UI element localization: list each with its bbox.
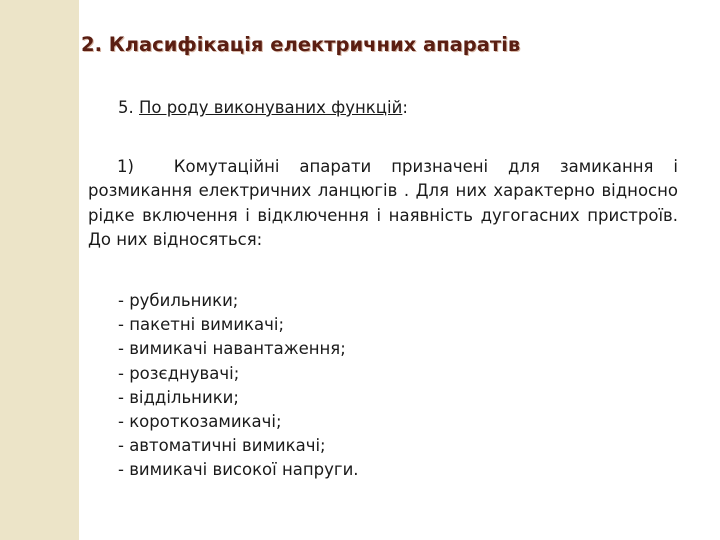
section-number: 5.	[118, 98, 134, 117]
paragraph-number: 1)	[117, 157, 134, 176]
section-heading	[118, 98, 408, 117]
device-list	[118, 289, 359, 483]
section-link[interactable]: По роду виконуваних функцій	[139, 98, 403, 117]
list-item: - рубильники;	[118, 291, 239, 310]
body-paragraph	[88, 155, 678, 252]
list-item: - короткозамикачі;	[118, 412, 282, 432]
slide-title: 2. Класифікація електричних апаратів	[81, 33, 521, 56]
paragraph-text: Комутаційні апарати призначені для замикання і розмикання електричних ланцюгів . Для них характерно відносно рідке включення і відключення і наявність дугогасних пристроїв. До них відносяться:	[88, 157, 678, 249]
sidebar-divider	[79, 0, 81, 540]
list-item: - віддільники;	[118, 387, 239, 407]
decorative-sidebar	[0, 0, 79, 540]
list-item: - автоматичні вимикачі;	[118, 436, 326, 456]
list-item: - вимикачі високої напруги.	[118, 460, 359, 480]
section-colon: :	[402, 98, 408, 117]
list-item: - розєднувачі;	[118, 363, 240, 383]
list-item: - вимикачі навантаження;	[118, 339, 346, 359]
list-item: - пакетні вимикачі;	[118, 315, 285, 335]
